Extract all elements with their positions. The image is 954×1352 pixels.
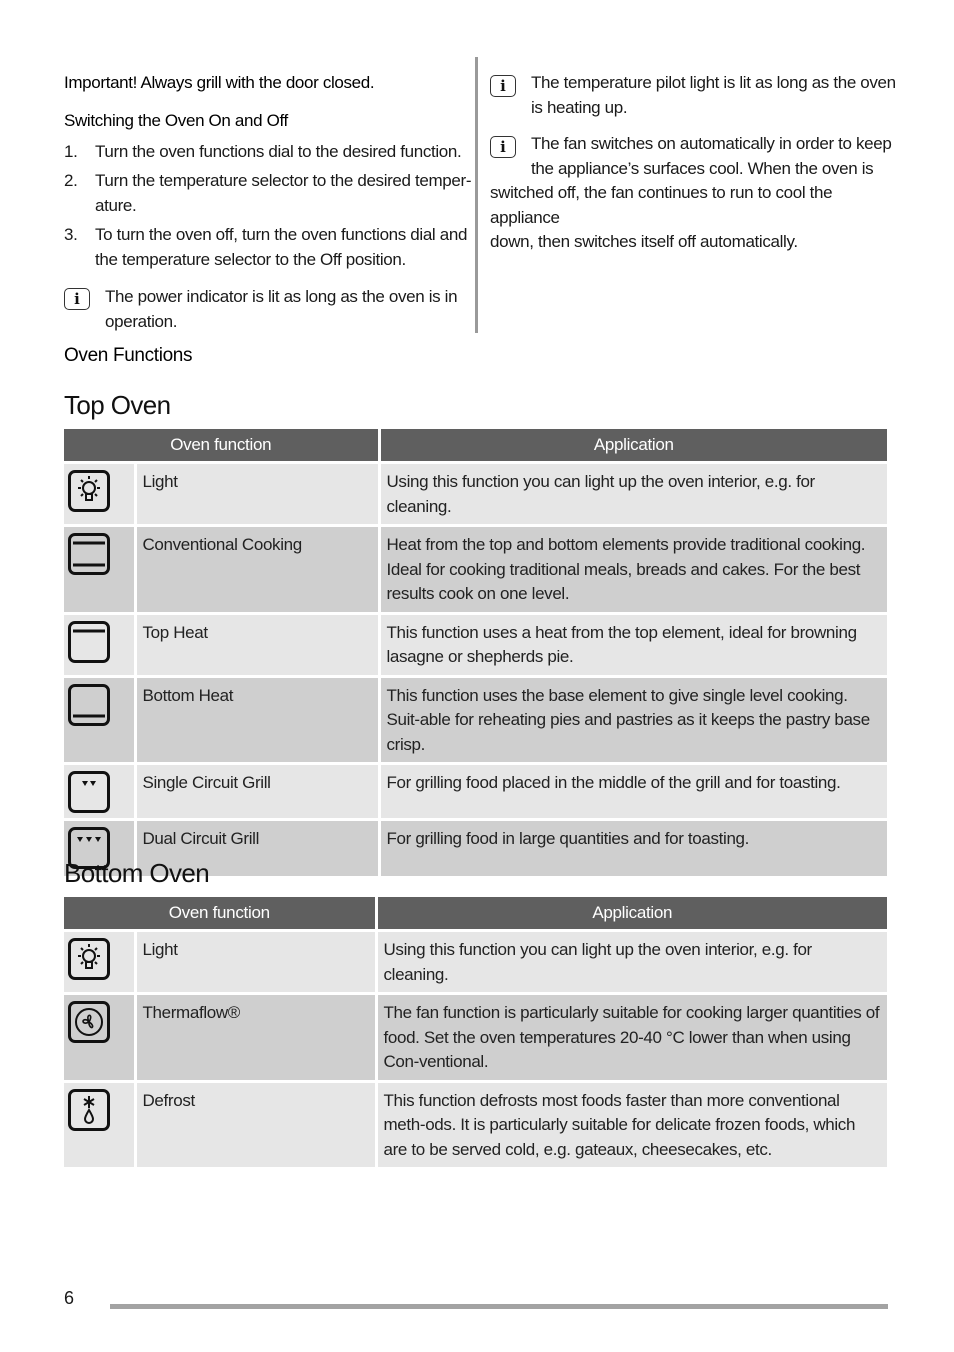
function-name: Dual Circuit Grill [135,820,379,876]
function-application: Heat from the top and bottom elements provide traditional cooking. Ideal for cooking traditional meals, breads and cakes. For the best results cook on one level. [379,526,887,614]
function-name: Bottom Heat [135,676,379,764]
icon-cell [64,1081,135,1167]
function-name: Single Circuit Grill [135,764,379,820]
switching-heading: Switching the Oven On and Off [64,111,288,130]
icon-cell [64,764,135,820]
step-3 [64,223,474,272]
oven-functions-heading: Oven Functions [64,345,193,366]
function-application: Using this function you can light up the oven interior, e.g. for cleaning. [376,931,887,994]
light-bulb-icon [68,470,110,512]
icon-cell [64,526,135,614]
pilot-light-note [531,71,896,120]
note-line1: The power indicator is lit as long as the oven is in [105,287,458,306]
step-text-line1: To turn the oven off, turn the oven functions dial and [95,225,468,244]
icon-cell [64,463,135,526]
top-oven-table [64,429,887,876]
table-row [64,463,887,526]
important-note: Important! Always grill with the door closed. [64,73,375,92]
info-icon: i [64,288,90,310]
function-application: This function uses the base element to give single level cooking. Suit-able for reheating pies and pastries as it keeps the pastry base crisp. [379,676,887,764]
single-circuit-grill-icon [68,771,110,813]
function-name: Top Heat [135,613,379,676]
bottom-heat-icon [68,684,110,726]
step-1 [64,140,474,165]
step-text-line1: Turn the temperature selector to the desired temper- [95,171,472,190]
function-application: For grilling food placed in the middle of the grill and for toasting. [379,764,887,820]
power-indicator-note [105,285,470,334]
note-line1: The temperature pilot light is lit as long as the oven [531,73,896,92]
application-header: Application [376,897,887,931]
note-line2: the appliance’s surfaces cool. When the oven is [531,158,874,178]
table-row [64,676,887,764]
note-line1: The fan switches on automatically in order to keep [531,134,892,153]
function-application: Using this function you can light up the oven interior, e.g. for cleaning. [379,463,887,526]
column-divider [475,57,478,333]
light-bulb-icon [68,938,110,980]
page-number: 6 [64,1288,75,1308]
bottom-oven-table [64,897,887,1167]
function-name: Light [135,931,376,994]
step-number: 1. [64,142,78,161]
oven-function-header: Oven function [64,429,379,463]
step-text: Turn the oven functions dial to the desired function. [95,142,462,161]
table-row [64,1081,887,1167]
step-text-line2: the temperature selector to the Off position. [95,249,406,269]
step-number: 2. [64,171,78,190]
function-application: The fan function is particularly suitable for cooking larger quantities of food. Set the oven temperatures 20-40 °C lower than when using Con-ventional. [376,994,887,1082]
table-row [64,526,887,614]
bottom-oven-title: Bottom Oven [64,858,210,888]
function-application: For grilling food in large quantities and for toasting. [379,820,887,876]
step-2 [64,169,474,218]
step-text-line2: ature. [95,195,137,215]
function-application: This function uses a heat from the top element, ideal for browning lasagne or shepherds pie. [379,613,887,676]
table-row [64,931,887,994]
conventional-cooking-icon [68,533,110,575]
info-icon: i [490,136,516,158]
application-header: Application [379,429,887,463]
icon-cell [64,994,135,1082]
function-name: Conventional Cooking [135,526,379,614]
defrost-icon [68,1089,110,1131]
table-row [64,994,887,1082]
top-oven-title: Top Oven [64,390,171,420]
step-number: 3. [64,225,78,244]
function-application: This function defrosts most foods faster than more conventional meth-ods. It is particularly suitable for delicate frozen foods, which are to be served cold, e.g. gateaux, cheesecakes, etc. [376,1081,887,1167]
icon-cell [64,613,135,676]
function-name: Light [135,463,379,526]
note-line3: switched off, the fan continues to run to cool the appliance [490,183,833,227]
oven-function-header: Oven function [64,897,376,931]
top-heat-icon [68,621,110,663]
icon-cell [64,676,135,764]
table-row [64,764,887,820]
function-name: Defrost [135,1081,376,1167]
table-header [64,897,887,931]
footer-rule [110,1304,888,1309]
fan-note [490,132,895,255]
note-line2: is heating up. [531,97,628,117]
table-header [64,429,887,463]
table-row [64,613,887,676]
fan-icon [68,1001,110,1043]
function-name: Thermaflow® [135,994,376,1082]
info-icon: i [490,75,516,97]
note-line2: operation. [105,311,178,331]
icon-cell [64,931,135,994]
note-line4: down, then switches itself off automatically. [490,232,798,251]
